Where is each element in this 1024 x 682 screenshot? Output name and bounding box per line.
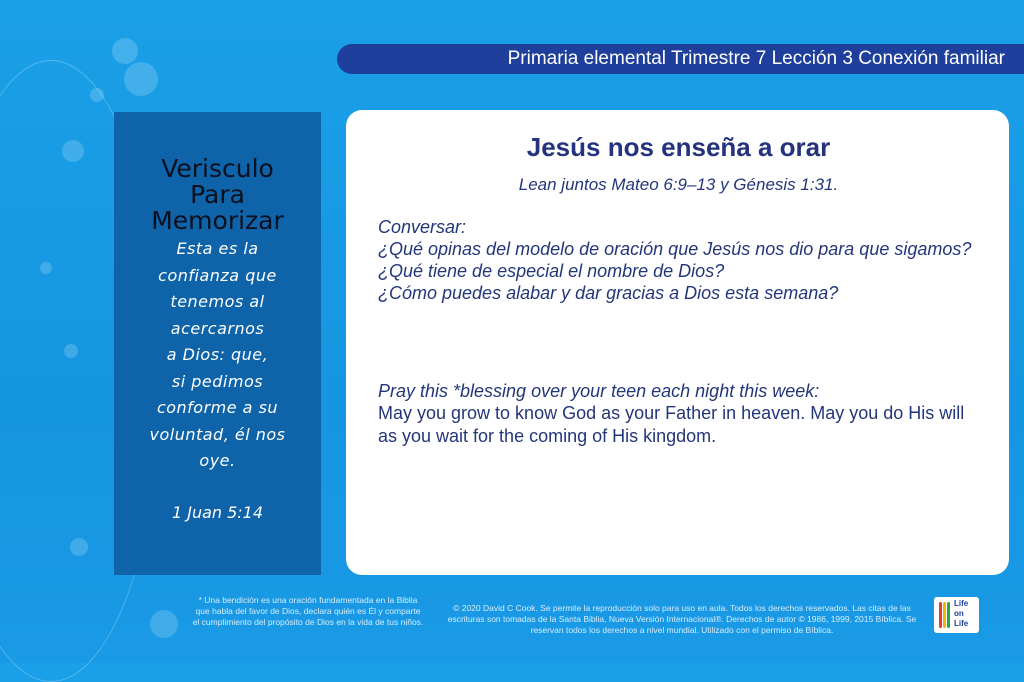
memory-title-line: Verisculo (161, 154, 274, 183)
verse-line: confianza que (158, 265, 277, 285)
verse-line: tenemos al (170, 292, 265, 311)
verse-line: oye. (199, 451, 236, 470)
verse-line: si pedimos (171, 371, 264, 391)
discussion-question: ¿Qué tiene de especial el nombre de Dios? (378, 261, 725, 281)
blessing-footnote: * Una bendición es una oración fundamentada en la Biblia que habla del favor de Dios, declara quién es Él y comparte el cumplimiento del propósito de Dios en la vida de tus niños. (192, 595, 424, 627)
logo-line: Life (954, 599, 969, 608)
decorative-bubble (124, 62, 158, 96)
verse-line: a Dios: que, (166, 345, 269, 364)
verse-line: conforme a su (156, 398, 279, 417)
life-on-life-logo (934, 597, 979, 633)
memory-verse-text (132, 236, 303, 475)
decorative-bubble (112, 38, 138, 64)
scripture-reading: Lean juntos Mateo 6:9–13 y Génesis 1:31. (518, 175, 839, 194)
conversation-heading: Conversar: (378, 217, 467, 237)
memory-verse-panel (114, 112, 321, 575)
prayer-heading: Pray this *blessing over your teen each night this week: (378, 381, 820, 401)
logo-stripes-icon (937, 600, 953, 630)
logo-line: Life (954, 619, 969, 628)
logo-text (954, 599, 968, 629)
memory-verse-heading (114, 156, 321, 234)
decorative-bubble (150, 610, 178, 638)
lesson-title: Jesús nos enseña a orar (526, 132, 831, 162)
discussion-question: ¿Qué opinas del modelo de oración que Jesús nos dio para que sigamos? (378, 239, 972, 259)
copyright-notice: © 2020 David C Cook. Se permite la reproducción solo para uso en aula. Todos los derechos reservados. Las citas de las escrituras son tomadas de la Santa Biblia, Nueva Versión Internacional®. Derechos de autor © 1986, 1999, 2015 Bíblica. Se reservan todos los derechos a nivel mundial. Utilizado con el permiso de Bíblica. (447, 603, 917, 635)
verse-line: acercarnos (170, 318, 265, 338)
discussion-question: ¿Cómo puedes alabar y dar gracias a Dios esta semana? (378, 283, 839, 303)
lesson-header-bar: Primaria elemental Trimestre 7 Lección 3 Conexión familiar (337, 44, 1024, 74)
memory-title-line: Para (190, 180, 245, 209)
lesson-card (346, 110, 1009, 575)
blessing-text: May you grow to know God as your Father in heaven. May you do His will as you wait for the coming of His kingdom. (378, 403, 965, 446)
logo-line: on (954, 609, 964, 618)
memory-verse-reference: 1 Juan 5:14 (171, 502, 264, 522)
verse-line: voluntad, él nos (149, 424, 286, 444)
memory-title-line: Memorizar (151, 206, 284, 235)
verse-line: Esta es la (176, 239, 259, 258)
